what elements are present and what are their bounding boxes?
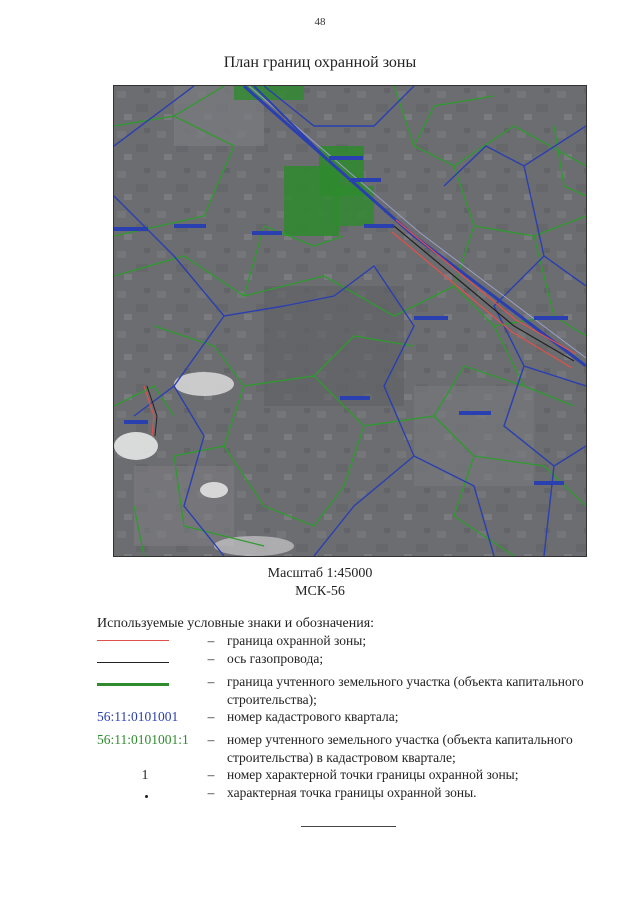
legend-dash: – [207,767,215,782]
red-line-symbol [97,632,187,650]
legend-text: номер кадастрового квартала; [227,709,399,724]
legend-text: ось газопровода; [227,651,324,666]
legend-dash: – [207,651,215,666]
green-line-symbol [97,673,187,691]
point-number-sample: 1 [141,767,149,782]
legend-text: номер характерной точки границы охранной зоны; [227,767,519,782]
boundary-plan-map [113,85,587,557]
legend-dash: – [207,732,215,747]
legend-text: номер учтенного земельного участка (объекта капитального строительства) в кадастровом квартале; [227,732,573,765]
cloud [214,536,294,556]
point-number-symbol [97,766,187,784]
legend-text: характерная точка границы охранной зоны. [227,785,477,800]
legend-dash: – [207,785,215,800]
blue-number-symbol [97,708,187,726]
map-scale: Масштаб 1:45000 [267,566,373,581]
legend-dash: – [207,709,215,724]
page-title: План границ охранной зоны [223,54,417,71]
legend-dash: – [207,674,215,689]
black-line-symbol [97,650,187,668]
green-number-symbol [97,731,187,749]
cloud [114,432,158,460]
page-number: 48 [314,16,326,28]
signature-line [301,826,396,827]
cloud [200,482,228,498]
parcel-number-sample: 56:11:0101001:1 [97,732,189,747]
map-svg [114,86,586,556]
field-patch [264,286,404,406]
cloud [174,372,234,396]
legend-heading: Используемые условные знаки и обозначения: [97,616,375,631]
coordinate-system: МСК-56 [295,584,345,599]
legend-text: граница охранной зоны; [227,633,367,648]
legend-dash: – [207,633,215,648]
point-dot-icon [145,795,148,798]
quarter-number-sample: 56:11:0101001 [97,709,179,724]
legend-text: граница учтенного земельного участка (объекта капитального строительства); [227,674,584,707]
point-symbol [97,784,187,802]
